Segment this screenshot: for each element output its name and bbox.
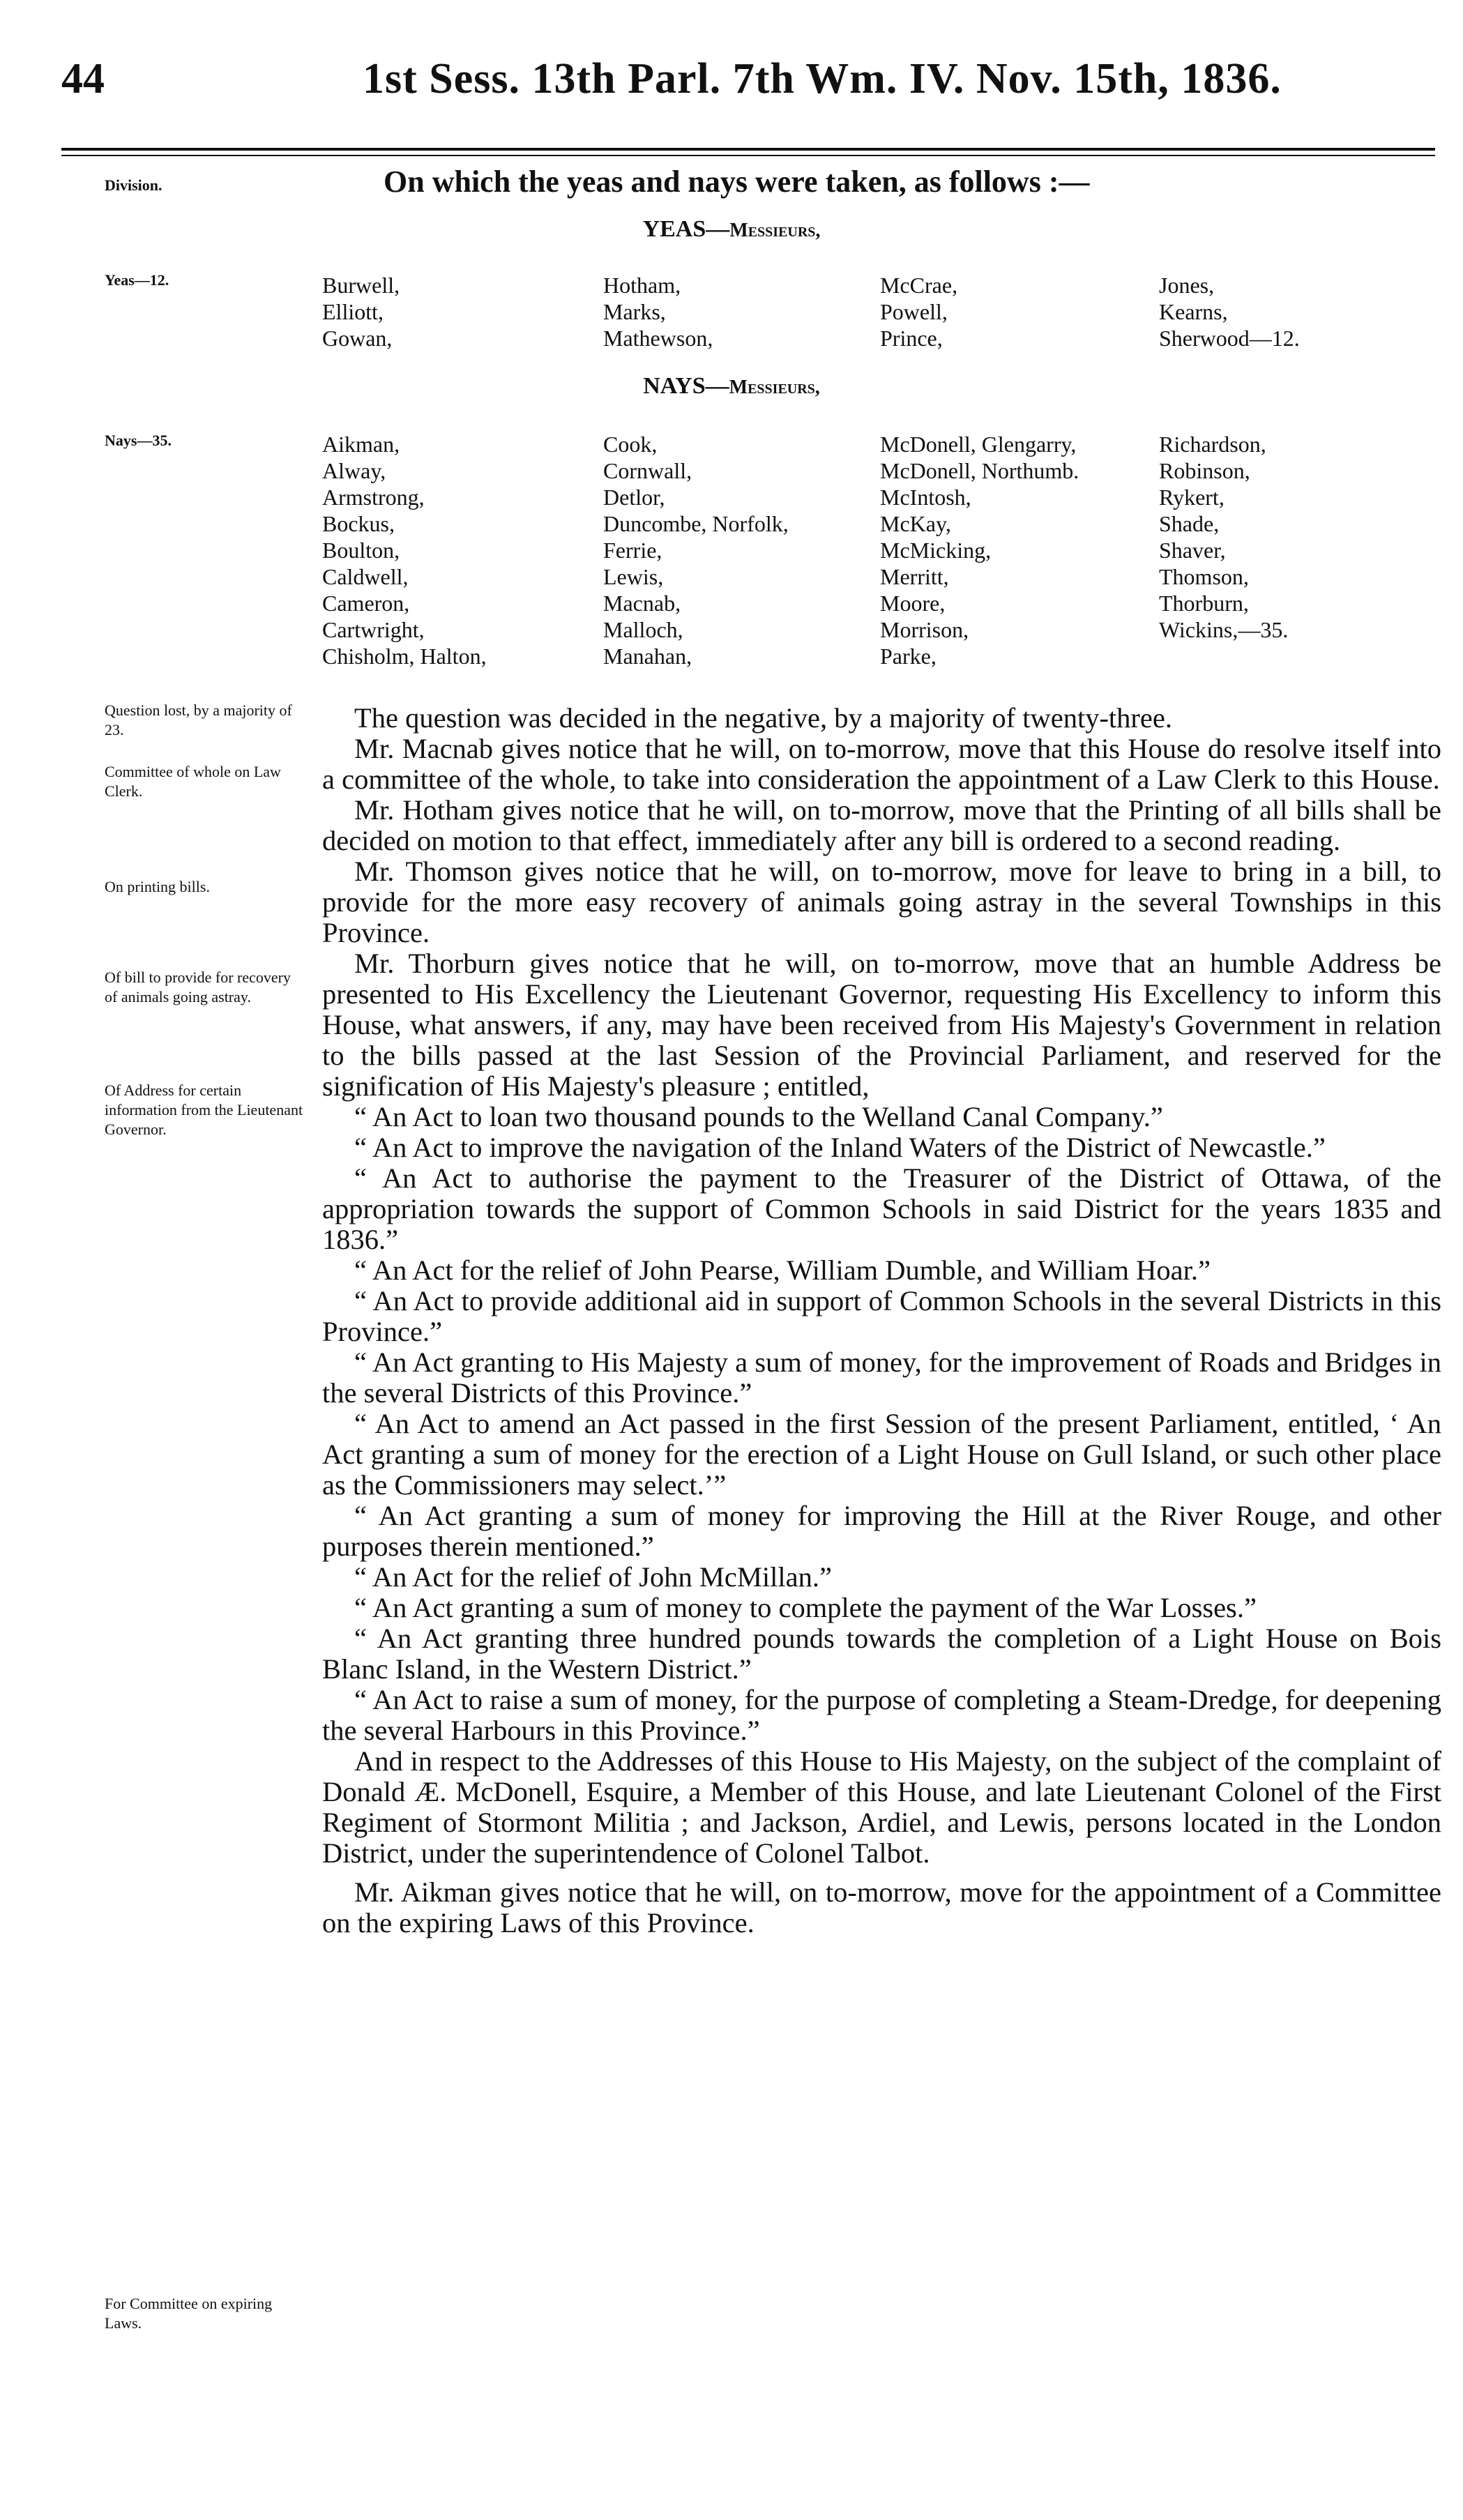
paragraph-addresses: And in respect to the Addresses of this House to His Majesty, on the subject of the complaint of Donald Æ. McDonell, Esquire, a Member of this House, and late Lieutenant Colonel of the First Regiment of Stormont Militia ; and Jackson, Ardiel, and Lewis, persons located in the London District, under the superintendence of Colonel Talbot. — [322, 1745, 1441, 1869]
yea-name: Hotham, — [603, 273, 681, 298]
nays-heading: NAYS—Messieurs, — [643, 373, 820, 399]
nay-name: McKay, — [880, 511, 951, 536]
nay-name: Caldwell, — [322, 564, 409, 589]
nay-name: Macnab, — [603, 591, 681, 616]
paragraph-macnab: Mr. Macnab gives notice that he will, on to-morrow, move that this House do resolve itself into a committee of the whole, to take into consideration the appointment of a Law Clerk to this House. — [322, 733, 1441, 795]
nay-name: Duncombe, Norfolk, — [603, 511, 789, 536]
nay-name: Aikman, — [322, 432, 400, 457]
yea-name: Elliott, — [322, 299, 384, 324]
margin-question-lost: Question lost, by a majority of 23. — [105, 701, 292, 738]
nay-name: Parke, — [880, 644, 937, 669]
nay-name: Cartwright, — [322, 617, 425, 642]
margin-animals-bill: Of bill to provide for recovery of animals going astray. — [105, 969, 291, 1005]
margin-yeas: Yeas—12. — [105, 271, 169, 289]
nay-name: Morrison, — [880, 617, 969, 642]
nay-name: Armstrong, — [322, 485, 425, 510]
nay-name: Cook, — [603, 432, 658, 457]
paragraph-hotham: Mr. Hotham gives notice that he will, on to-morrow, move that the Printing of all bills shall be decided on motion to that effect, immediately after any bill is ordered to a second reading. — [322, 794, 1441, 856]
yeas-column-1 — [322, 272, 400, 351]
margin-address: Of Address for certain information from the Lieutenant Governor. — [105, 1081, 303, 1138]
paragraph-aikman: Mr. Aikman gives notice that he will, on to-morrow, move for the appointment of a Committee on the expiring Laws of this Province. — [322, 1876, 1441, 1938]
margin-printing-bills: On printing bills. — [105, 878, 210, 895]
paragraph-thomson: Mr. Thomson gives notice that he will, on to-morrow, move for leave to bring in a bill, to provide for the more easy recovery of animals going astray in the several Townships in this Province. — [322, 856, 1441, 948]
act-title: “ An Act granting to His Majesty a sum of money, for the improvement of Roads and Bridges in the several Districts of this Province.” — [322, 1346, 1441, 1409]
yeas-column-3 — [880, 272, 957, 351]
act-title: “ An Act for the relief of John McMillan.” — [354, 1561, 832, 1593]
nay-name: Richardson, — [1159, 432, 1266, 457]
nay-name: Malloch, — [603, 617, 683, 642]
nays-column-1 — [322, 431, 487, 669]
act-title: “ An Act to improve the navigation of the Inland Waters of the District of Newcastle.” — [354, 1132, 1326, 1163]
act-title: “ An Act granting a sum of money to complete the payment of the War Losses.” — [354, 1592, 1257, 1623]
nay-name: Moore, — [880, 591, 946, 616]
nay-name: Shaver, — [1159, 538, 1226, 563]
yea-name: Marks, — [603, 299, 666, 324]
yea-name: McCrae, — [880, 273, 958, 298]
main-text-block — [322, 703, 1441, 1938]
yeas-heading: YEAS—Messieurs, — [642, 216, 821, 242]
nays-column-2 — [603, 431, 789, 669]
act-title: “ An Act for the relief of John Pearse, William Dumble, and William Hoar.” — [354, 1254, 1211, 1286]
yea-name: Sherwood—12. — [1159, 326, 1300, 351]
nay-name: Merritt, — [880, 564, 949, 589]
nay-name: McIntosh, — [880, 485, 971, 510]
nay-name: Cornwall, — [603, 458, 692, 483]
act-title: “ An Act granting three hundred pounds towards the completion of a Light House on Bois Blanc Island, in the Western District.” — [322, 1623, 1441, 1685]
header-rule-thin — [61, 155, 1435, 156]
act-title: “ An Act granting a sum of money for improving the Hill at the River Rouge, and other purposes therein mentioned.” — [322, 1500, 1441, 1562]
yea-name: Prince, — [880, 326, 943, 351]
nay-name: Manahan, — [603, 644, 692, 669]
nay-name: Chisholm, Halton, — [322, 644, 487, 669]
margin-nays: Nays—35. — [105, 432, 172, 449]
act-title: “ An Act to authorise the payment to the Treasurer of the District of Ottawa, of the appropriation towards the support of Common Schools in said District for the years 1835 and 1836.” — [322, 1162, 1441, 1255]
yeas-column-2 — [603, 272, 713, 351]
paragraph-thorburn: Mr. Thorburn gives notice that he will, on to-morrow, move that an humble Address be presented to His Excellency the Lieutenant Governor, requesting His Excellency to inform this House, what answers, if any, may have been received from His Majesty's Government in relation to the bills passed at the last Session of the Provincial Parliament, and reserved for the signification of His Majesty's pleasure ; entitled, — [322, 948, 1441, 1102]
yeas-column-4 — [1159, 272, 1300, 351]
nay-name: McDonell, Glengarry, — [880, 432, 1077, 457]
yea-name: Gowan, — [322, 326, 393, 351]
yea-name: Powell, — [880, 299, 948, 324]
nay-name: Robinson, — [1159, 458, 1250, 483]
nay-name: Lewis, — [603, 564, 664, 589]
nay-name: Ferrie, — [603, 538, 662, 563]
yea-name: Mathewson, — [603, 326, 713, 351]
nay-name: Alway, — [322, 458, 386, 483]
nay-name: Thorburn, — [1159, 591, 1249, 616]
act-title: “ An Act to raise a sum of money, for the purpose of completing a Steam-Dredge, for deepening the several Harbours in this Province.” — [322, 1684, 1441, 1746]
act-title: “ An Act to provide additional aid in support of Common Schools in the several Districts in this Province.” — [322, 1285, 1441, 1347]
act-title: “ An Act to amend an Act passed in the first Session of the present Parliament, entitled, ‘ An Act granting a sum of money for the erection of a Light House on Gull Island, or such other place as the Commissioners may select.’” — [322, 1408, 1441, 1501]
nays-column-3 — [880, 431, 1079, 669]
yea-name: Kearns, — [1159, 299, 1228, 324]
nay-name: Wickins,—35. — [1159, 617, 1289, 642]
paragraph-decided: The question was decided in the negative, by a majority of twenty-three. — [354, 702, 1172, 734]
page-number: 44 — [61, 55, 105, 103]
act-title: “ An Act to loan two thousand pounds to the Welland Canal Company.” — [354, 1101, 1163, 1132]
yea-name: Burwell, — [322, 273, 400, 298]
nay-name: McDonell, Northumb. — [880, 458, 1079, 483]
division-intro: On which the yeas and nays were taken, as follows :— — [384, 165, 1090, 199]
nay-name: Shade, — [1159, 511, 1220, 536]
header-rule-thick — [61, 148, 1435, 151]
nays-column-4 — [1159, 431, 1288, 643]
running-head: 1st Sess. 13th Parl. 7th Wm. IV. Nov. 15th, 1836. — [363, 55, 1282, 103]
nay-name: McMicking, — [880, 538, 992, 563]
nay-name: Cameron, — [322, 591, 410, 616]
margin-law-clerk: Committee of whole on Law Clerk. — [105, 763, 281, 800]
margin-division: Division. — [105, 176, 162, 194]
nay-name: Bockus, — [322, 511, 395, 536]
nay-name: Boulton, — [322, 538, 400, 563]
nay-name: Rykert, — [1159, 485, 1225, 510]
yea-name: Jones, — [1159, 273, 1215, 298]
nay-name: Thomson, — [1159, 564, 1249, 589]
margin-expiring-laws: For Committee on expiring Laws. — [105, 2295, 273, 2332]
nay-name: Detlor, — [603, 485, 665, 510]
